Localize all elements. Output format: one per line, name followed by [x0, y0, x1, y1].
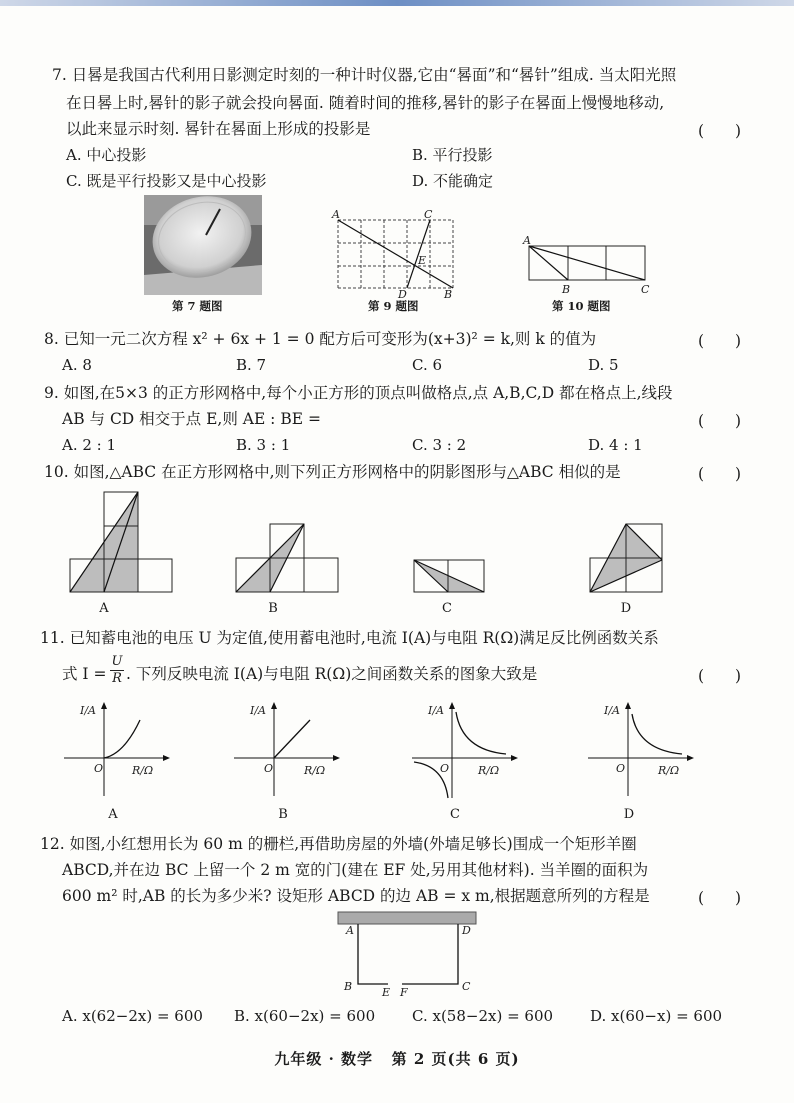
q9-answer-paren: ( ): [698, 412, 742, 430]
q12-line1: 12. 如图,小红想用长为 60 m 的栅栏,再借助房屋的外墙(外墙足够长)围成一个矩形羊圈: [40, 835, 637, 853]
q8-option-b: B. 7: [236, 356, 267, 374]
segment-ab: [338, 220, 453, 288]
q7-line1: 7. 日晷是我国古代利用日影测定时刻的一种计时仪器,它由“晷面”和“晷针”组成. 当太阳光照: [52, 66, 677, 84]
q7-answer-paren: ( ): [698, 122, 742, 140]
q11c-origin: O: [440, 762, 450, 775]
q12-answer-paren: ( ): [698, 889, 742, 907]
q11-line2-prefix: 式 I =: [62, 665, 107, 683]
q10-figure-c: [410, 556, 490, 596]
q10-figure-b: [232, 520, 342, 595]
q11c-axis-x: R/Ω: [478, 764, 500, 777]
q11c-axis-y: I/A: [428, 704, 444, 717]
q10-label-d: D: [620, 601, 632, 616]
q11a-axis-x: R/Ω: [132, 764, 154, 777]
fig9-point-e: E: [418, 254, 427, 267]
q12-line2: ABCD,并在边 BC 上留一个 2 m 宽的门(建在 EF 处,另用其他材料). 当羊圈的面积为: [62, 861, 649, 879]
q8-option-a: A. 8: [62, 356, 92, 374]
q9-option-c: C. 3 : 2: [412, 436, 467, 454]
q11-label-c: C: [450, 807, 460, 822]
q8-stem: 8. 已知一元二次方程 x² + 6x + 1 = 0 配方后可变形为(x+3)² = k,则 k 的值为: [44, 330, 597, 348]
q10-figure-a: [66, 488, 176, 598]
q7-line3: 以此来显示时刻. 晷针在晷面上形成的投影是: [66, 120, 371, 138]
q12-option-a: A. x(62−2x) = 600: [62, 1007, 203, 1025]
q12-point-c: C: [462, 980, 471, 993]
q12-point-e: E: [382, 986, 391, 999]
fig10-grid: [525, 236, 655, 296]
sundial-photo: [144, 195, 262, 295]
fig10-caption: 第 10 题图: [552, 299, 611, 313]
q11-graph-b: [232, 700, 342, 800]
q7-option-c: C. 既是平行投影又是中心投影: [66, 172, 267, 190]
fig10-point-c: C: [641, 283, 650, 296]
fig10-point-a: A: [523, 234, 531, 247]
q11-fraction-denominator: R: [112, 671, 122, 686]
q7-option-d: D. 不能确定: [412, 172, 494, 190]
fig10-point-b: B: [562, 283, 571, 296]
q11-fraction-numerator: U: [111, 654, 123, 669]
q11-answer-paren: ( ): [698, 667, 742, 685]
fig9-point-b: B: [444, 288, 453, 301]
q10-stem: 10. 如图,△ABC 在正方形网格中,则下列正方形网格中的阴影图形与△ABC 相似的是: [44, 463, 621, 481]
q11b-axis-x: R/Ω: [304, 764, 326, 777]
q7-line2: 在日晷上时,晷针的影子就会投向晷面. 随着时间的推移,晷针的影子在晷面上慢慢地移动,: [66, 94, 665, 112]
q11-line1: 11. 已知蓄电池的电压 U 为定值,使用蓄电池时,电流 I(A)与电阻 R(Ω)满足反比例函数关系: [40, 629, 659, 647]
q11b-origin: O: [264, 762, 274, 775]
q11b-axis-y: I/A: [250, 704, 266, 717]
q9-option-d: D. 4 : 1: [588, 436, 643, 454]
q12-option-c: C. x(58−2x) = 600: [412, 1007, 554, 1025]
q12-point-d: D: [462, 924, 471, 937]
q10-label-b: B: [268, 601, 278, 616]
fig9-point-c: C: [424, 208, 433, 221]
fig9-grid: [332, 208, 461, 301]
q9-option-b: B. 3 : 1: [236, 436, 291, 454]
q10-label-c: C: [442, 601, 452, 616]
page-footer: 九年级 · 数学 第 2 页(共 6 页): [274, 1050, 520, 1068]
q9-line2: AB 与 CD 相交于点 E,则 AE : BE =: [62, 410, 321, 428]
q8-option-d: D. 5: [588, 356, 619, 374]
q11-label-d: D: [623, 807, 635, 822]
q7-option-a: A. 中心投影: [66, 146, 147, 164]
q11-label-a: A: [108, 807, 118, 822]
q11-line2-suffix: . 下列反映电流 I(A)与电阻 R(Ω)之间函数关系的图象大致是: [126, 665, 538, 683]
q11a-origin: O: [94, 762, 104, 775]
q11d-axis-y: I/A: [604, 704, 620, 717]
q12-point-f: F: [400, 986, 408, 999]
q11-graph-c: [410, 700, 520, 800]
q10-figure-d: [586, 520, 668, 596]
fig7-caption: 第 7 题图: [172, 299, 223, 313]
q11-fraction: [110, 654, 124, 687]
q11-graph-d: [586, 700, 696, 800]
q11-label-b: B: [278, 807, 288, 822]
q12-option-d: D. x(60−x) = 600: [590, 1007, 723, 1025]
q12-line3: 600 m² 时,AB 的长为多少米? 设矩形 ABCD 的边 AB = x m,根据题意所列的方程是: [62, 887, 650, 905]
top-edge-strip: [0, 0, 794, 6]
q12-point-a: A: [346, 924, 354, 937]
q10-label-a: A: [99, 601, 109, 616]
fig9-point-a: A: [332, 208, 340, 221]
q7-option-b: B. 平行投影: [412, 146, 493, 164]
q11-graph-a: [62, 700, 172, 800]
q11d-origin: O: [616, 762, 626, 775]
fig9-caption: 第 9 题图: [368, 299, 419, 313]
q8-option-c: C. 6: [412, 356, 443, 374]
house-wall: [338, 912, 476, 924]
q12-option-b: B. x(60−2x) = 600: [234, 1007, 376, 1025]
q10-answer-paren: ( ): [698, 465, 742, 483]
q11a-axis-y: I/A: [80, 704, 96, 717]
q11d-axis-x: R/Ω: [658, 764, 680, 777]
q12-point-b: B: [344, 980, 353, 993]
q9-line1: 9. 如图,在5×3 的正方形网格中,每个小正方形的顶点叫做格点,点 A,B,C,D 都在格点上,线段: [44, 384, 673, 402]
q12-pen-figure: [336, 910, 481, 1000]
fig9-point-d: D: [398, 288, 407, 301]
q9-option-a: A. 2 : 1: [62, 436, 117, 454]
q8-answer-paren: ( ): [698, 332, 742, 350]
